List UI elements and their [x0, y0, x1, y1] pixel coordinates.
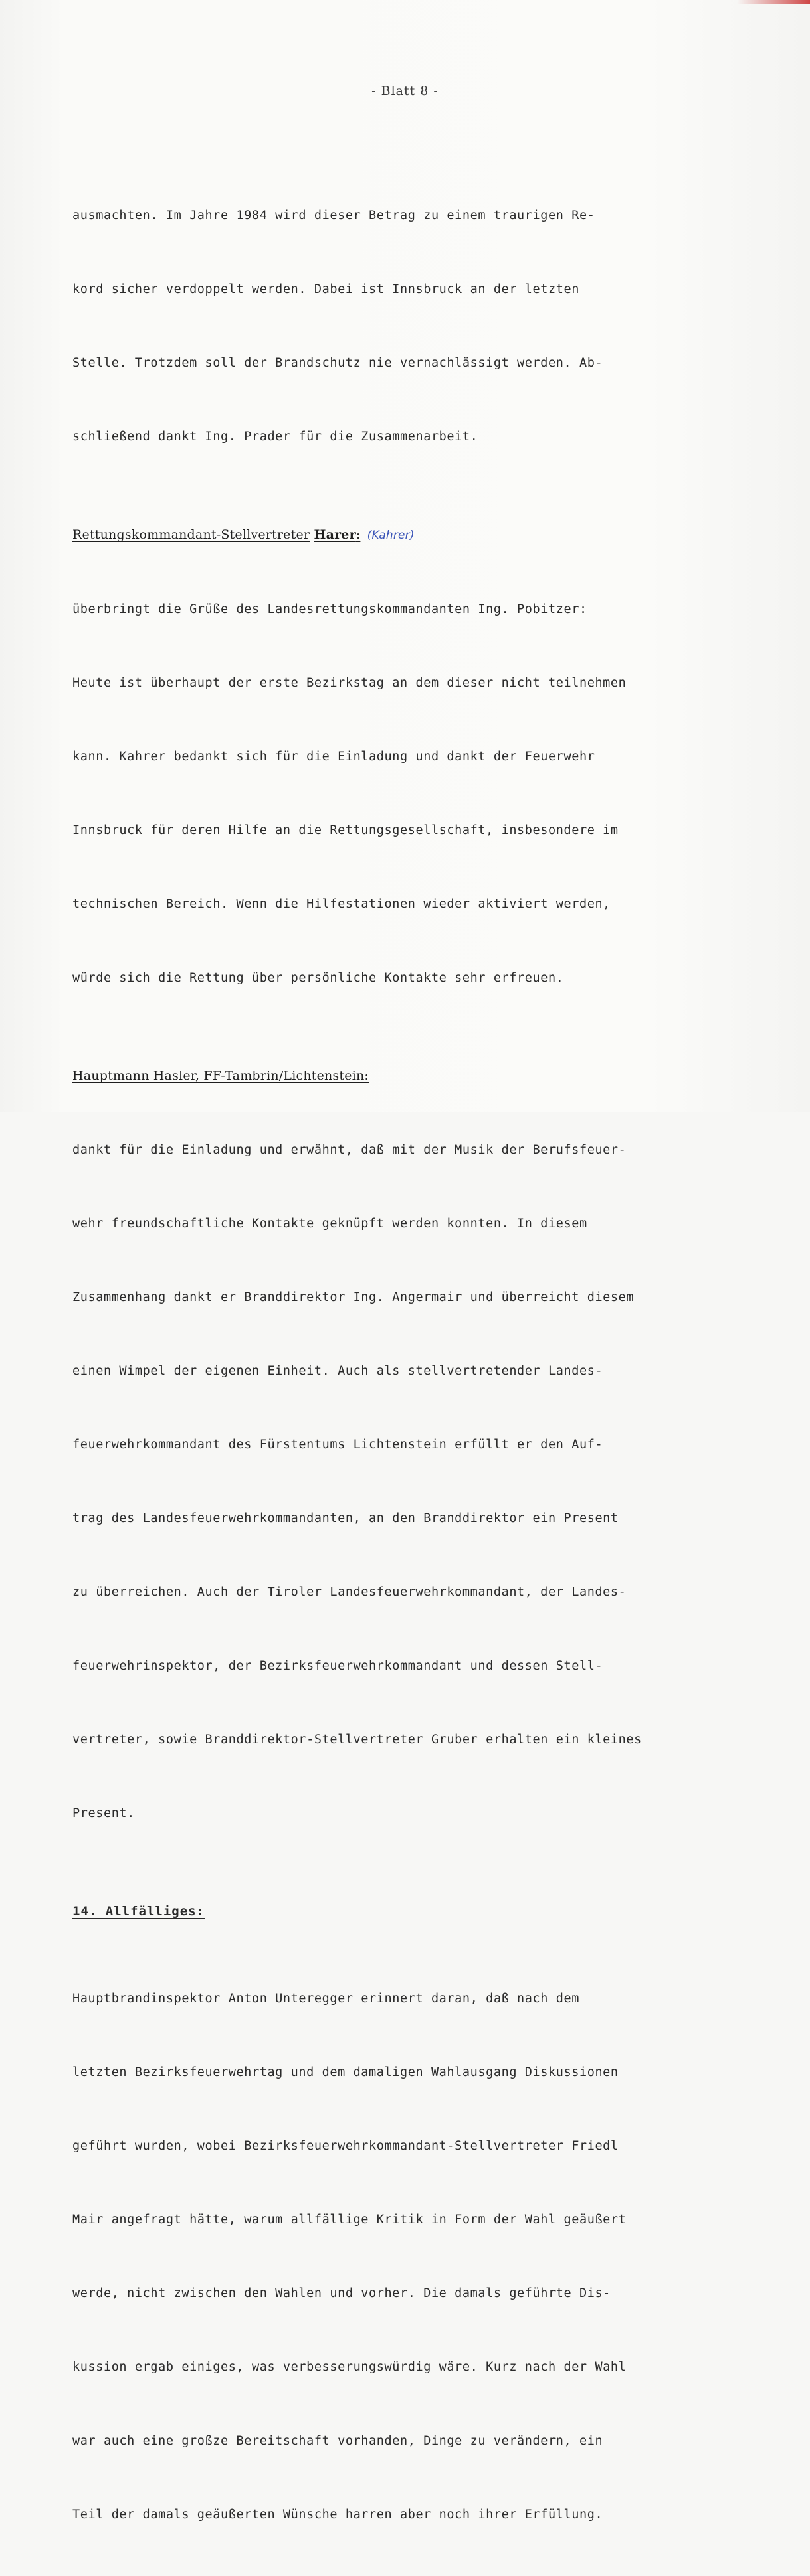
text-line: Mair angefragt hätte, warum allfällige Kritik in Form der Wahl geäußert: [72, 2213, 627, 2227]
text-line: technischen Bereich. Wenn die Hilfestationen wieder aktiviert werden,: [72, 897, 611, 911]
text-line: feuerwehrinspektor, der Bezirksfeuerwehrkommandant und dessen Stell-: [72, 1659, 603, 1673]
text-line: Present.: [72, 1806, 135, 1820]
text-line: war auch eine großze Bereitschaft vorhanden, Dinge zu verändern, ein: [72, 2434, 603, 2448]
text-line: Zusammenhang dankt er Branddirektor Ing. Angermair und überreicht diesem: [72, 1290, 635, 1304]
text-line: kann. Kahrer bedankt sich für die Einladung und dankt der Feuerwehr: [72, 750, 595, 764]
red-corner-mark: [737, 0, 810, 4]
struck-name: Harer: [314, 527, 356, 542]
hasler-heading: [72, 1064, 690, 1088]
text-line: werde, nicht zwischen den Wahlen und vorher. Die damals geführte Dis-: [72, 2286, 611, 2300]
intro-paragraph: [72, 154, 690, 498]
rettung-heading: [72, 523, 690, 548]
text-line: ausmachten. Im Jahre 1984 wird dieser Betrag zu einem traurigen Re-: [72, 209, 595, 222]
document-body: [72, 154, 690, 2576]
text-line: schließend dankt Ing. Prader für die Zusammenarbeit.: [72, 430, 478, 444]
text-line: letzten Bezirksfeuerwehrtag und dem damaligen Wahlausgang Diskussionen: [72, 2065, 619, 2079]
page-number-header: - Blatt 8 -: [371, 84, 439, 98]
text-line: Teil der damals geäußerten Wünsche harren aber noch ihrer Erfüllung.: [72, 2508, 603, 2522]
handwritten-correction: (Kahrer): [367, 529, 415, 542]
text-line: Hauptbrandinspektor Anton Unteregger erinnert daran, daß nach dem: [72, 1992, 579, 2006]
text-line: Innsbruck für deren Hilfe an die Rettungsgesellschaft, insbesondere im: [72, 823, 619, 837]
text-line: wehr freundschaftliche Kontakte geknüpft werden konnten. In diesem: [72, 1217, 587, 1231]
text-line: geführt wurden, wobei Bezirksfeuerwehrkommandant-Stellvertreter Friedl: [72, 2139, 619, 2153]
text-line: einen Wimpel der eigenen Einheit. Auch als stellvertretender Landes-: [72, 1364, 603, 1378]
text-line: würde sich die Rettung über persönliche Kontakte sehr erfreuen.: [72, 971, 564, 985]
text-line: überbringt die Grüße des Landesrettungskommandanten Ing. Pobitzer:: [72, 602, 587, 616]
hasler-paragraph: [72, 1088, 690, 1875]
text-line: Stelle. Trotzdem soll der Brandschutz nie vernachlässigt werden. Ab-: [72, 356, 603, 370]
text-line: dankt für die Einladung und erwähnt, daß mit der Musik der Berufsfeuer-: [72, 1143, 627, 1157]
text-line: zu überreichen. Auch der Tiroler Landesfeuerwehrkommandant, der Landes-: [72, 1585, 627, 1599]
heading-colon: :: [355, 527, 361, 542]
allfaelliges-paragraph: [72, 1937, 690, 2576]
text-line: Heute ist überhaupt der erste Bezirkstag an dem dieser nicht teilnehmen: [72, 676, 627, 690]
text-line: kord sicher verdoppelt werden. Dabei ist Innsbruck an der letzten: [72, 282, 579, 296]
allfaelliges-heading: [72, 1899, 690, 1924]
allfaelliges-heading-title: 14. Allfälliges:: [72, 1904, 205, 1919]
text-line: trag des Landesfeuerwehrkommandanten, an den Branddirektor ein Present: [72, 1511, 619, 1525]
text-line: feuerwehrkommandant des Fürstentums Lichtenstein erfüllt er den Auf-: [72, 1438, 603, 1452]
text-line: vertreter, sowie Branddirektor-Stellvertreter Gruber erhalten ein kleines: [72, 1733, 642, 1747]
rettung-heading-title: Rettungskommandant-Stellvertreter: [72, 527, 310, 542]
rettung-paragraph: [72, 548, 690, 1039]
text-line: kussion ergab einiges, was verbesserungswürdig wäre. Kurz nach der Wahl: [72, 2360, 627, 2374]
hasler-heading-title: Hauptmann Hasler, FF-Tambrin/Lichtenstein:: [72, 1069, 369, 1083]
